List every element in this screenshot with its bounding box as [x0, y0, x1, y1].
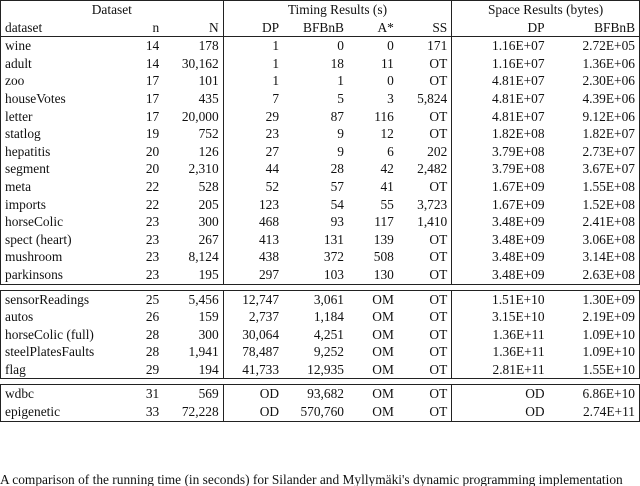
cell-dp-space: 3.48E+09 — [492, 214, 545, 230]
cell-N: 5,456 — [163, 290, 223, 308]
cell-bfbnb-space: 2.63E+08 — [549, 266, 640, 284]
table-row — [1, 125, 640, 143]
col-header-bfbnb: BFBnB — [303, 19, 344, 35]
cell-ss-time: OT — [398, 385, 452, 403]
cell-ss-time: OT — [398, 343, 452, 361]
cell-N: 194 — [163, 361, 223, 379]
cell-dp-time: 78,487 — [242, 344, 280, 360]
cell-dp-time: 1 — [272, 55, 280, 71]
cell-n: 23 — [145, 249, 160, 265]
cell-bfbnb-space: 3.14E+08 — [549, 248, 640, 266]
cell-bfbnb-time: 9,252 — [313, 344, 344, 360]
cell-n: 17 — [145, 73, 160, 89]
cell-dp-time: 12,747 — [242, 291, 280, 307]
cell-bfbnb-time: 372 — [323, 249, 344, 265]
cell-bfbnb-time: 18 — [330, 55, 344, 71]
cell-astar-time: OM — [372, 309, 394, 325]
cell-dp-space: OD — [525, 386, 545, 402]
cell-bfbnb-space: 2.41E+08 — [549, 213, 640, 231]
cell-ss-time: OT — [398, 361, 452, 379]
cell-dataset: flag — [1, 361, 129, 379]
cell-dataset: mushroom — [1, 248, 129, 266]
cell-dp-time: 2,737 — [248, 309, 280, 325]
cell-ss-time: OT — [398, 403, 452, 421]
cell-dataset: statlog — [1, 125, 129, 143]
table-row — [1, 55, 640, 73]
cell-astar-time: 508 — [373, 249, 394, 265]
cell-dp-time: 297 — [258, 266, 280, 282]
cell-ss-time: 5,824 — [398, 90, 452, 108]
cell-astar-time: 42 — [380, 161, 394, 177]
cell-dp-space: 3.79E+08 — [492, 143, 545, 159]
cell-ss-time: OT — [398, 125, 452, 143]
cell-dp-time: 30,064 — [242, 326, 280, 342]
cell-dp-space: 1.36E+11 — [492, 326, 545, 342]
cell-bfbnb-time: 9 — [337, 126, 344, 142]
col-header-ss: SS — [398, 19, 452, 37]
table-row — [1, 196, 640, 214]
cell-ss-time: OT — [398, 231, 452, 249]
cell-n: 22 — [145, 196, 160, 212]
cell-N: 267 — [163, 231, 223, 249]
results-table-body — [1, 37, 640, 421]
cell-dp-space: 1.51E+10 — [492, 291, 545, 307]
cell-ss-time: OT — [398, 72, 452, 90]
cell-N: 205 — [163, 196, 223, 214]
cell-dataset: letter — [1, 108, 129, 126]
cell-dp-time: 27 — [265, 143, 280, 159]
cell-bfbnb-time: 570,760 — [300, 404, 344, 420]
cell-N: 752 — [163, 125, 223, 143]
cell-dataset: epigenetic — [1, 403, 129, 421]
table-row — [1, 178, 640, 196]
cell-ss-time: OT — [398, 266, 452, 284]
cell-N: 72,228 — [163, 403, 223, 421]
cell-ss-time: 3,723 — [398, 196, 452, 214]
cell-ss-time: OT — [398, 248, 452, 266]
cell-bfbnb-time: 0 — [337, 38, 344, 54]
cell-bfbnb-space: 2.19E+09 — [549, 308, 640, 326]
table-row — [1, 248, 640, 266]
cell-dp-time: 468 — [258, 214, 280, 230]
cell-astar-time: 55 — [380, 196, 394, 212]
dataset-group-header: Dataset — [1, 1, 224, 19]
table-row — [1, 160, 640, 178]
cell-dataset: zoo — [1, 72, 129, 90]
cell-dp-space: 2.81E+11 — [492, 361, 545, 377]
cell-bfbnb-space: 1.09E+10 — [549, 326, 640, 344]
cell-bfbnb-time: 28 — [330, 161, 344, 177]
cell-bfbnb-space: 1.82E+07 — [549, 125, 640, 143]
table-row — [1, 308, 640, 326]
cell-bfbnb-time: 4,251 — [313, 326, 344, 342]
cell-bfbnb-time: 93 — [330, 214, 344, 230]
cell-bfbnb-space: 2.72E+05 — [549, 37, 640, 55]
cell-n: 25 — [145, 291, 160, 307]
timing-group-header: Timing Results (s) — [223, 1, 452, 19]
cell-ss-time: 171 — [398, 37, 452, 55]
col-header-dataset: dataset — [1, 19, 129, 37]
cell-n: 22 — [145, 178, 160, 194]
cell-n: 20 — [145, 161, 160, 177]
table-row — [1, 266, 640, 284]
cell-ss-time: OT — [398, 108, 452, 126]
cell-dataset: imports — [1, 196, 129, 214]
cell-dp-space: 3.48E+09 — [492, 266, 545, 282]
cell-n: 26 — [145, 309, 160, 325]
cell-dp-space: 3.15E+10 — [492, 309, 545, 325]
cell-N: 101 — [163, 72, 223, 90]
cell-ss-time: OT — [398, 326, 452, 344]
cell-astar-time: 139 — [373, 231, 394, 247]
cell-n: 14 — [145, 38, 160, 54]
cell-astar-time: 11 — [380, 55, 394, 71]
cell-dp-time: 123 — [258, 196, 280, 212]
col-header-dp: DP — [261, 19, 280, 35]
cell-astar-time: 6 — [387, 143, 394, 159]
cell-dp-space: 4.81E+07 — [492, 108, 545, 124]
cell-N: 2,310 — [163, 160, 223, 178]
cell-dp-time: OD — [259, 404, 280, 420]
cell-n: 19 — [145, 126, 160, 142]
table-row — [1, 326, 640, 344]
cell-bfbnb-time: 1,184 — [313, 309, 344, 325]
cell-dp-space: 1.16E+07 — [492, 38, 545, 54]
group-header-row — [1, 1, 640, 19]
table-row — [1, 37, 640, 55]
cell-dp-space: OD — [525, 404, 545, 420]
cell-bfbnb-space: 3.67E+07 — [549, 160, 640, 178]
cell-dataset: meta — [1, 178, 129, 196]
table-row — [1, 231, 640, 249]
cell-dataset: segment — [1, 160, 129, 178]
cell-N: 300 — [163, 326, 223, 344]
cell-n: 23 — [145, 214, 160, 230]
cell-bfbnb-time: 12,935 — [307, 361, 344, 377]
cell-ss-time: OT — [398, 55, 452, 73]
cell-dp-space: 3.79E+08 — [492, 161, 545, 177]
cell-ss-time: 2,482 — [398, 160, 452, 178]
cell-dp-space: 1.67E+09 — [492, 196, 545, 212]
cell-bfbnb-time: 54 — [330, 196, 344, 212]
cell-N: 1,941 — [163, 343, 223, 361]
cell-dp-space: 3.48E+09 — [492, 231, 545, 247]
cell-bfbnb-time: 57 — [330, 178, 344, 194]
cell-N: 178 — [163, 37, 223, 55]
table-row — [1, 403, 640, 421]
table-row — [1, 143, 640, 161]
col-header-space-bfbnb: BFBnB — [549, 19, 640, 37]
cell-dataset: autos — [1, 308, 129, 326]
cell-n: 28 — [145, 326, 160, 342]
cell-dataset: spect (heart) — [1, 231, 129, 249]
cell-bfbnb-space: 1.55E+08 — [549, 178, 640, 196]
cell-dp-time: OD — [259, 386, 280, 402]
col-header-astar: A* — [377, 19, 394, 35]
cell-N: 20,000 — [163, 108, 223, 126]
cell-astar-time: 130 — [373, 266, 394, 282]
cell-dp-time: 438 — [258, 249, 280, 265]
cell-bfbnb-time: 131 — [323, 231, 344, 247]
table-row — [1, 385, 640, 403]
table-row — [1, 108, 640, 126]
cell-astar-time: 0 — [387, 38, 394, 54]
cell-N: 30,162 — [163, 55, 223, 73]
cell-astar-time: 12 — [380, 126, 394, 142]
cell-n: 17 — [145, 108, 160, 124]
cell-n: 23 — [145, 266, 160, 282]
cell-bfbnb-time: 3,061 — [313, 291, 344, 307]
cell-n: 33 — [145, 404, 160, 420]
table-row — [1, 90, 640, 108]
cell-bfbnb-space: 1.55E+10 — [549, 361, 640, 379]
cell-n: 23 — [145, 231, 160, 247]
cell-n: 31 — [145, 386, 160, 402]
cell-bfbnb-space: 2.73E+07 — [549, 143, 640, 161]
cell-N: 569 — [163, 385, 223, 403]
cell-dataset: steelPlatesFaults — [1, 343, 129, 361]
table-row — [1, 72, 640, 90]
cell-dataset: horseColic — [1, 213, 129, 231]
cell-n: 20 — [145, 143, 160, 159]
cell-dataset: hepatitis — [1, 143, 129, 161]
cell-N: 159 — [163, 308, 223, 326]
table-row — [1, 343, 640, 361]
cell-bfbnb-time: 9 — [337, 143, 344, 159]
cell-N: 435 — [163, 90, 223, 108]
table-row — [1, 290, 640, 308]
cell-dp-time: 44 — [265, 161, 280, 177]
cell-N: 8,124 — [163, 248, 223, 266]
cell-dp-space: 1.67E+09 — [492, 178, 545, 194]
cell-dp-time: 29 — [265, 108, 280, 124]
cell-bfbnb-space: 9.12E+06 — [549, 108, 640, 126]
cell-n: 28 — [145, 344, 160, 360]
cell-bfbnb-space: 1.09E+10 — [549, 343, 640, 361]
cell-astar-time: OM — [372, 404, 394, 420]
cell-ss-time: OT — [398, 308, 452, 326]
cell-dp-space: 1.82E+08 — [492, 126, 545, 142]
cell-n: 29 — [145, 361, 160, 377]
cell-dp-space: 4.81E+07 — [492, 73, 545, 89]
cell-dp-time: 1 — [272, 73, 280, 89]
cell-dataset: wine — [1, 37, 129, 55]
col-header-n: n — [152, 19, 160, 35]
cell-dataset: sensorReadings — [1, 290, 129, 308]
cell-bfbnb-space: 1.30E+09 — [549, 290, 640, 308]
cell-bfbnb-time: 5 — [337, 90, 344, 106]
cell-dp-space: 1.36E+11 — [492, 344, 545, 360]
cell-N: 300 — [163, 213, 223, 231]
cell-N: 195 — [163, 266, 223, 284]
cell-bfbnb-space: 6.86E+10 — [549, 385, 640, 403]
cell-bfbnb-time: 1 — [337, 73, 344, 89]
cell-n: 17 — [145, 90, 160, 106]
cell-astar-time: OM — [372, 361, 394, 377]
cell-dataset: parkinsons — [1, 266, 129, 284]
cell-dp-time: 52 — [265, 178, 280, 194]
cell-dataset: wdbc — [1, 385, 129, 403]
cell-astar-time: 0 — [387, 73, 394, 89]
cell-astar-time: 41 — [380, 178, 394, 194]
col-header-N: N — [163, 19, 223, 37]
cell-n: 14 — [145, 55, 160, 71]
cell-dp-space: 3.48E+09 — [492, 249, 545, 265]
cell-bfbnb-time: 87 — [330, 108, 344, 124]
cell-N: 126 — [163, 143, 223, 161]
col-header-space-dp: DP — [527, 19, 545, 35]
cell-dp-time: 413 — [258, 231, 280, 247]
cell-bfbnb-space: 3.06E+08 — [549, 231, 640, 249]
cell-bfbnb-space: 1.52E+08 — [549, 196, 640, 214]
cell-astar-time: 117 — [374, 214, 394, 230]
table-row — [1, 213, 640, 231]
cell-bfbnb-time: 93,682 — [307, 386, 344, 402]
cell-ss-time: 202 — [398, 143, 452, 161]
table-row — [1, 361, 640, 379]
column-header-row — [1, 19, 640, 37]
cell-dataset: horseColic (full) — [1, 326, 129, 344]
cell-dp-time: 1 — [272, 38, 280, 54]
cell-astar-time: OM — [372, 344, 394, 360]
cell-dp-space: 1.16E+07 — [492, 55, 545, 71]
cell-dp-time: 41,733 — [242, 361, 280, 377]
cell-bfbnb-space: 4.39E+06 — [549, 90, 640, 108]
cell-astar-time: 116 — [374, 108, 394, 124]
space-group-header: Space Results (bytes) — [452, 1, 640, 19]
cell-bfbnb-space: 1.36E+06 — [549, 55, 640, 73]
cell-astar-time: OM — [372, 386, 394, 402]
cell-dp-time: 23 — [265, 126, 280, 142]
cell-dp-time: 7 — [272, 90, 280, 106]
cell-astar-time: OM — [372, 291, 394, 307]
cell-dataset: houseVotes — [1, 90, 129, 108]
cell-N: 528 — [163, 178, 223, 196]
cell-astar-time: 3 — [387, 90, 394, 106]
cell-astar-time: OM — [372, 326, 394, 342]
cell-bfbnb-time: 103 — [323, 266, 344, 282]
cell-ss-time: OT — [398, 290, 452, 308]
table-caption: A comparison of the running time (in seconds) for Silander and Myllymäki's dynamic programming implementation — [0, 472, 623, 486]
cell-ss-time: 1,410 — [398, 213, 452, 231]
cell-dp-space: 4.81E+07 — [492, 90, 545, 106]
cell-dataset: adult — [1, 55, 129, 73]
cell-bfbnb-space: 2.30E+06 — [549, 72, 640, 90]
cell-bfbnb-space: 2.74E+11 — [549, 403, 640, 421]
cell-ss-time: OT — [398, 178, 452, 196]
